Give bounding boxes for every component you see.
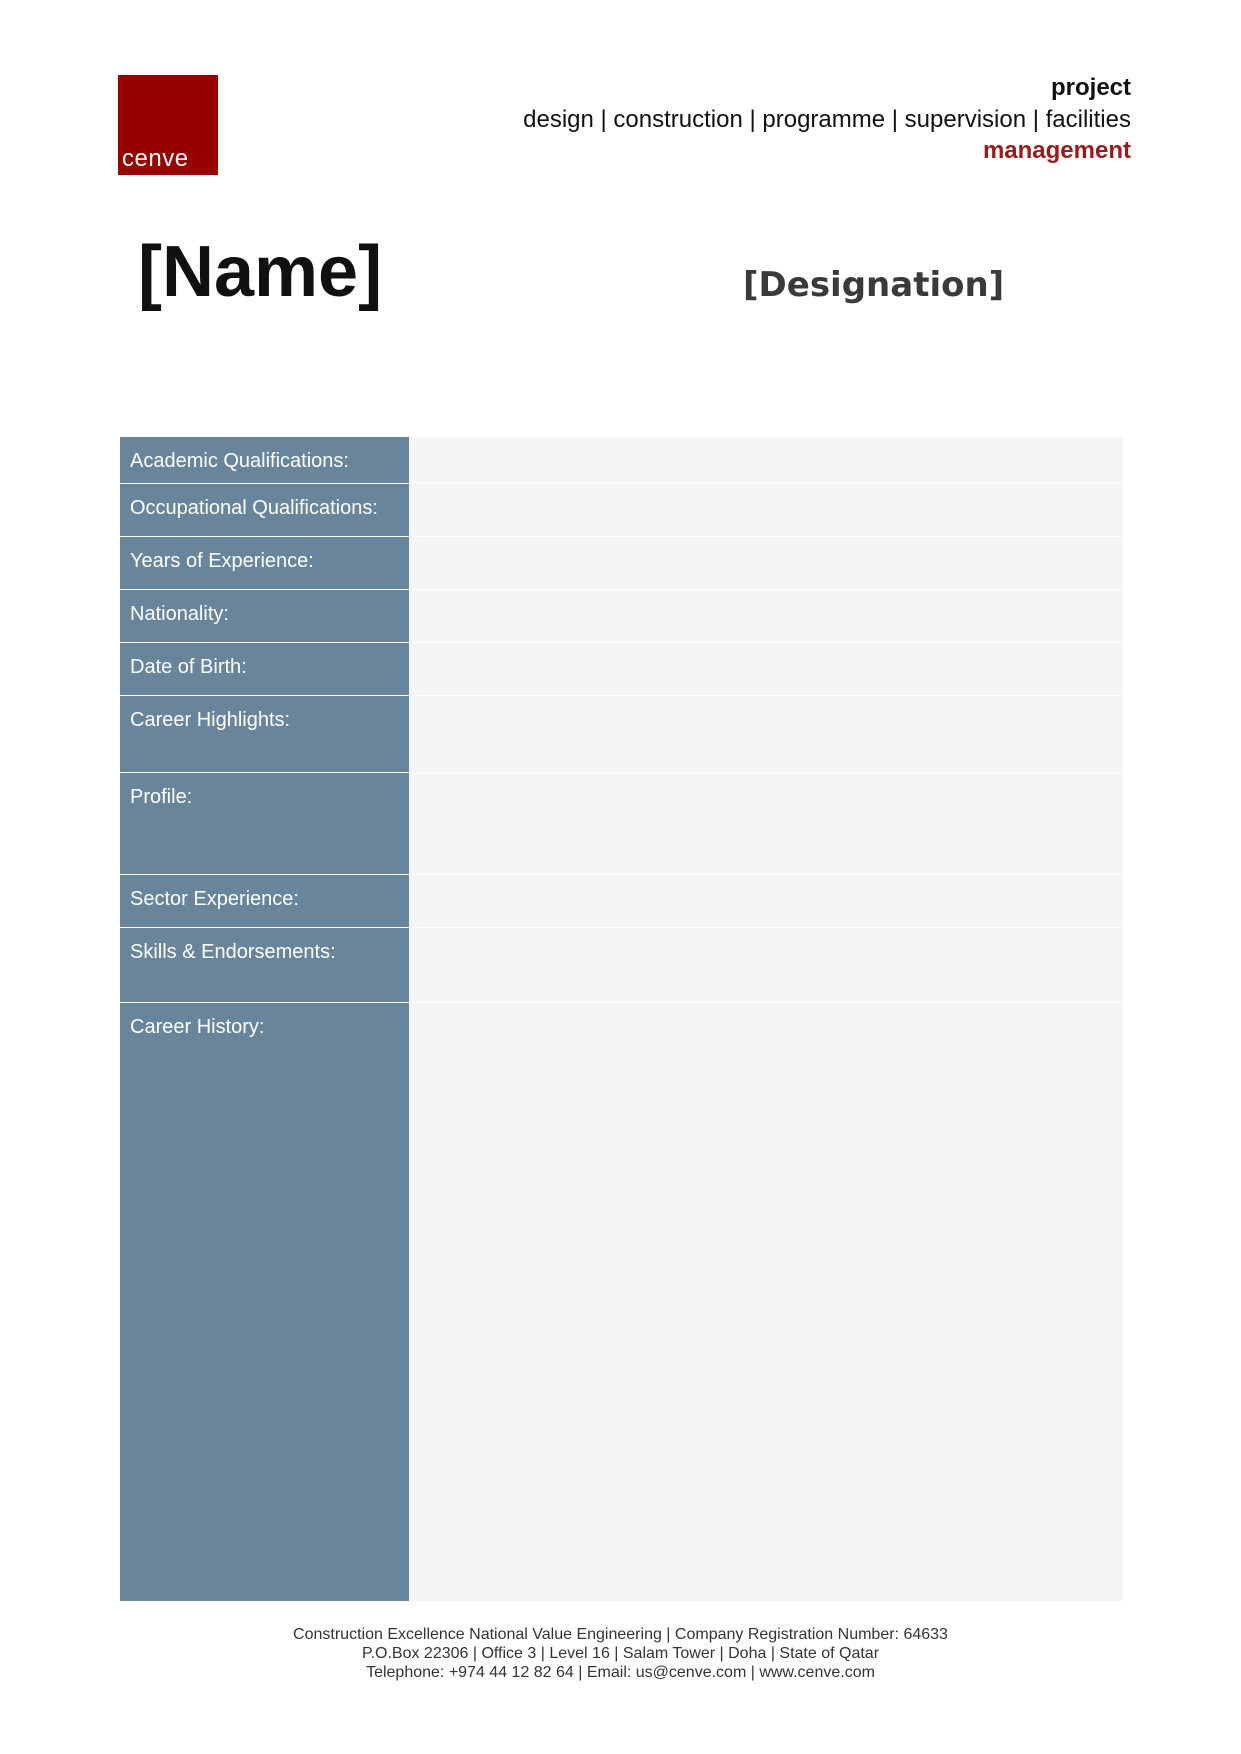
logo-text: cenve: [122, 145, 189, 172]
row-label: Skills & Endorsements:: [130, 941, 336, 963]
cv-table: [120, 437, 1123, 1601]
row-label: Profile:: [130, 786, 193, 808]
row-value[interactable]: [409, 1003, 1123, 1601]
table-row: [120, 484, 1123, 537]
footer-line-2: P.O.Box 22306 | Office 3 | Level 16 | Salam Tower | Doha | State of Qatar: [361, 1645, 880, 1662]
row-value[interactable]: [409, 928, 1123, 1002]
table-row: [120, 1003, 1123, 1601]
row-label: Nationality:: [130, 603, 229, 625]
row-value[interactable]: [409, 696, 1123, 772]
designation-placeholder: [Designation]: [743, 265, 1005, 305]
tagline: [523, 72, 1131, 166]
footer: [0, 1625, 1241, 1682]
footer-line-1: Construction Excellence National Value Engineering | Company Registration Number: 64633: [293, 1626, 948, 1643]
row-value[interactable]: [409, 537, 1123, 589]
company-logo: [118, 75, 218, 175]
table-row: [120, 437, 1123, 484]
table-row: [120, 643, 1123, 696]
row-value[interactable]: [409, 643, 1123, 695]
row-label: Academic Qualifications:: [130, 450, 349, 472]
row-label: Years of Experience:: [130, 550, 314, 572]
table-row: [120, 875, 1123, 928]
row-value[interactable]: [409, 590, 1123, 642]
row-value[interactable]: [409, 875, 1123, 927]
table-row: [120, 696, 1123, 773]
name-placeholder: [Name]: [138, 232, 383, 312]
row-label: Career History:: [130, 1016, 265, 1038]
table-row: [120, 928, 1123, 1003]
row-label: Date of Birth:: [130, 656, 247, 678]
footer-line-3: Telephone: +974 44 12 82 64 | Email: us@cenve.com | www.cenve.com: [366, 1664, 875, 1681]
table-row: [120, 537, 1123, 590]
row-value[interactable]: [409, 773, 1123, 874]
row-value[interactable]: [409, 437, 1123, 483]
tagline-line-1: project: [1050, 74, 1131, 101]
row-label: Career Highlights:: [130, 709, 291, 731]
table-row: [120, 590, 1123, 643]
tagline-line-3: management: [982, 137, 1131, 164]
row-value[interactable]: [409, 484, 1123, 536]
tagline-line-2: design | construction | programme | supervision | facilities: [523, 106, 1131, 133]
row-label: Sector Experience:: [130, 888, 299, 910]
table-row: [120, 773, 1123, 875]
row-label: Occupational Qualifications:: [130, 497, 378, 519]
